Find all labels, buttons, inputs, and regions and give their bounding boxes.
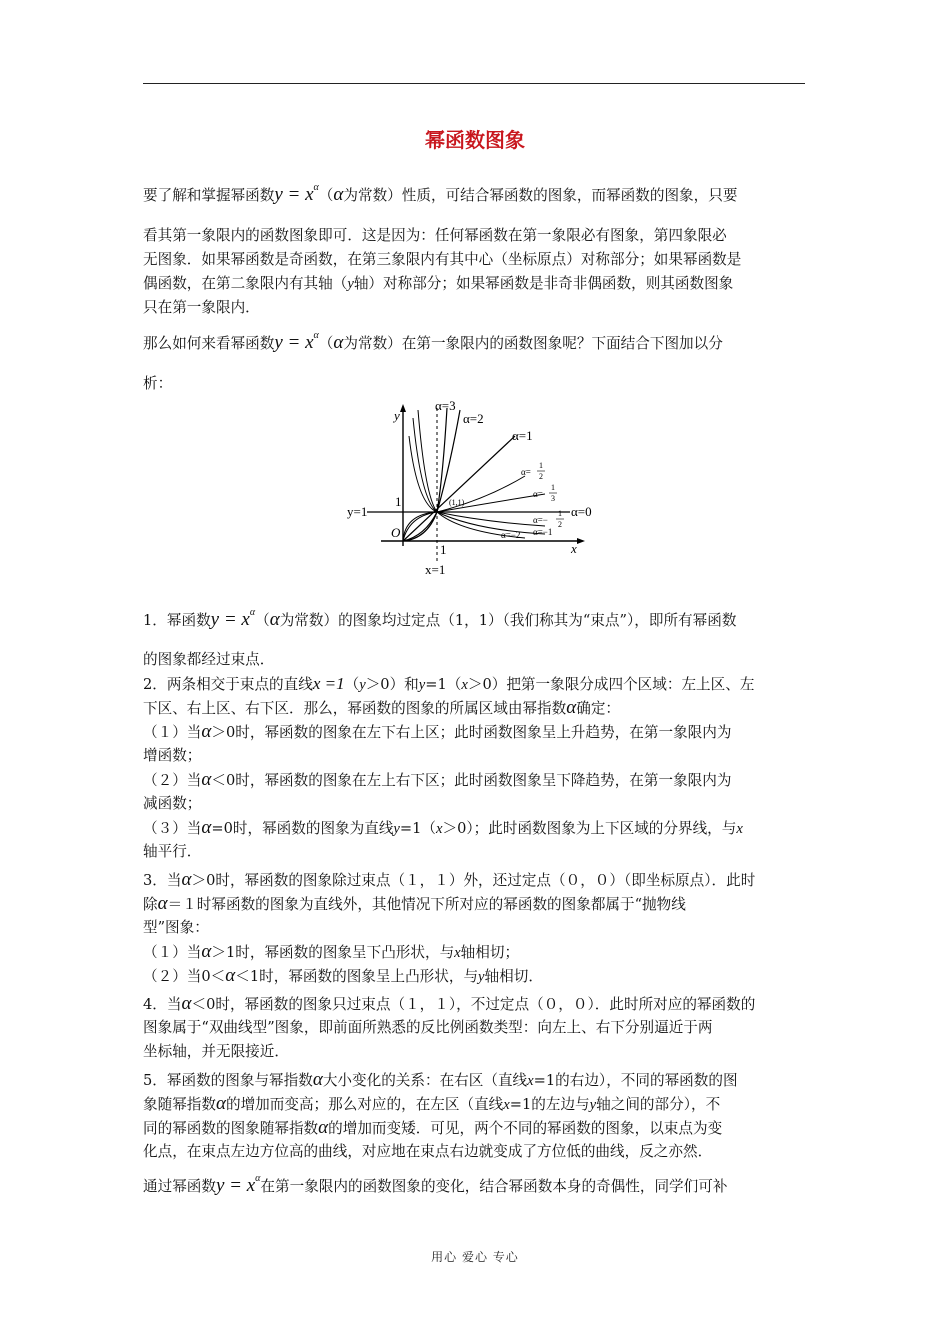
point-5: 5．幂函数的图象与幂指数α大小变化的关系：在右区（直线x=1的右边），不同的幂函数的图 象随幂指数α的增加而变高；那么对应的，在左区（直线x=1的左边与y轴之间的部分），不 同的幂函数的图象随幂指数α的增加而变矮．可见，两个不同的幂函数的图象，以束点为变 化点，在束点左边方位高的曲线，对应地在束点右边就变成了方位低的曲线，反之亦然． 通过幂函数$y = x^\alpha$在第一象限内的函数图象的变化，结合幂函数本身的奇偶性，同学们可补 — [143, 1069, 738, 1196]
label-alpha-3: α=3 — [435, 398, 456, 413]
y-axis-arrow — [400, 404, 406, 412]
point-1: 1．幂函数$y = x^\alpha(\alpha$为常数）的图象均过定点（1，1）（我们称其为“束点”），即所有幂函数 的图象都经过束点． — [143, 607, 737, 668]
label-alpha-neg-1: α=−1 — [533, 527, 553, 537]
formula-y-x-alpha: $y = x^\alpha$ — [274, 182, 319, 205]
header-rule — [143, 83, 805, 84]
page-title: 幂函数图象 — [425, 128, 525, 152]
svg-text:3: 3 — [551, 494, 555, 503]
label-alpha-neg-2: α=−2 — [501, 530, 521, 540]
power-function-graph — [345, 396, 605, 581]
label-alpha-half — [521, 461, 545, 481]
point-2: 2．两条相交于束点的直线x =1（y＞0）和y=1（x＞0）把第一象限分成四个区域：左上区、左 下区、右上区、右下区．那么，幂函数的图象的所属区域由幂指数α确定： （１）当α＞0时，幂函数的图象在左下右上区；此时函数图象呈上升趋势，在第一象限内为 增函数； （２）当α＜0时，幂函数的图象在左上右下区；此时函数图象呈下降趋势，在第一象限内为 减函数； （３）当α=0时，幂函数的图象为直线y=1（x＞0）；此时函数图象为上下区域的分界线，与x 轴平行． — [143, 674, 755, 860]
y-tick-1: 1 — [395, 494, 402, 509]
question-paragraph: 那么如何来看幂函数$y = x^\alpha(\alpha$为常数）在第一象限内的函数图象呢？下面结合下图加以分 析： — [143, 330, 723, 392]
x-axis-arrow — [577, 538, 585, 544]
point-4: 4．当α＜0时，幂函数的图象只过束点（１，１），不过定点（０，０）．此时所对应的幂函数的 图象属于“双曲线型”图象，即前面所熟悉的反比例函数类型：向左上、右下分别逼近于两 坐标轴，并无限接近． — [143, 993, 756, 1060]
svg-text:α=: α= — [533, 489, 543, 499]
svg-text:1: 1 — [539, 461, 543, 470]
point-3: 3．当α＞0时，幂函数的图象除过束点（１，１）外，还过定点（０，０）（即坐标原点）．此时 除α＝１时幂函数的图象为直线外，其他情况下所对应的幂函数的图象都属于“抛物线 型”图象： （１）当α＞1时，幂函数的图象呈下凸形状，与x轴相切； （２）当0＜α＜1时，幂函数的图象呈上凸形状，与y轴相切． — [143, 869, 756, 986]
label-alpha-third — [533, 483, 557, 503]
intro-paragraph: 要了解和掌握幂函数$y = x^\alpha(\alpha$为常数）性质，可结合幂函数的图象，而幂函数的图象，只要 看其第一象限内的函数图象即可．这是因为：任何幂函数在第一象限必有图象，第四象限必 无图象．如果幂函数是奇函数，在第三象限内有其中心（坐标原点）对称部分；如果幂函数是 偶函数，在第二象限内有其轴（y轴）对称部分；如果幂函数是非奇非偶函数，则其函数图象 只在第一象限内． — [143, 182, 742, 316]
label-alpha-2: α=2 — [463, 411, 484, 426]
label-alpha-0: α=0 — [571, 504, 592, 519]
x-eq-1-label: x=1 — [425, 562, 446, 577]
svg-text:2: 2 — [558, 520, 562, 529]
x-axis-label: x — [571, 541, 577, 556]
x-tick-1: 1 — [440, 542, 447, 557]
svg-text:1: 1 — [558, 509, 562, 518]
y-axis-label: y — [394, 408, 400, 423]
svg-text:α=: α= — [521, 467, 531, 477]
svg-text:α=−: α=− — [533, 515, 548, 525]
fixed-point-label: (1,1) — [449, 498, 465, 507]
page-footer: 用心 爱心 专心 — [431, 1250, 519, 1264]
svg-text:2: 2 — [539, 472, 543, 481]
origin-label: O — [391, 525, 401, 540]
label-alpha-1: α=1 — [512, 428, 533, 443]
svg-text:1: 1 — [551, 483, 555, 492]
y-eq-1-label: y=1 — [347, 504, 368, 519]
